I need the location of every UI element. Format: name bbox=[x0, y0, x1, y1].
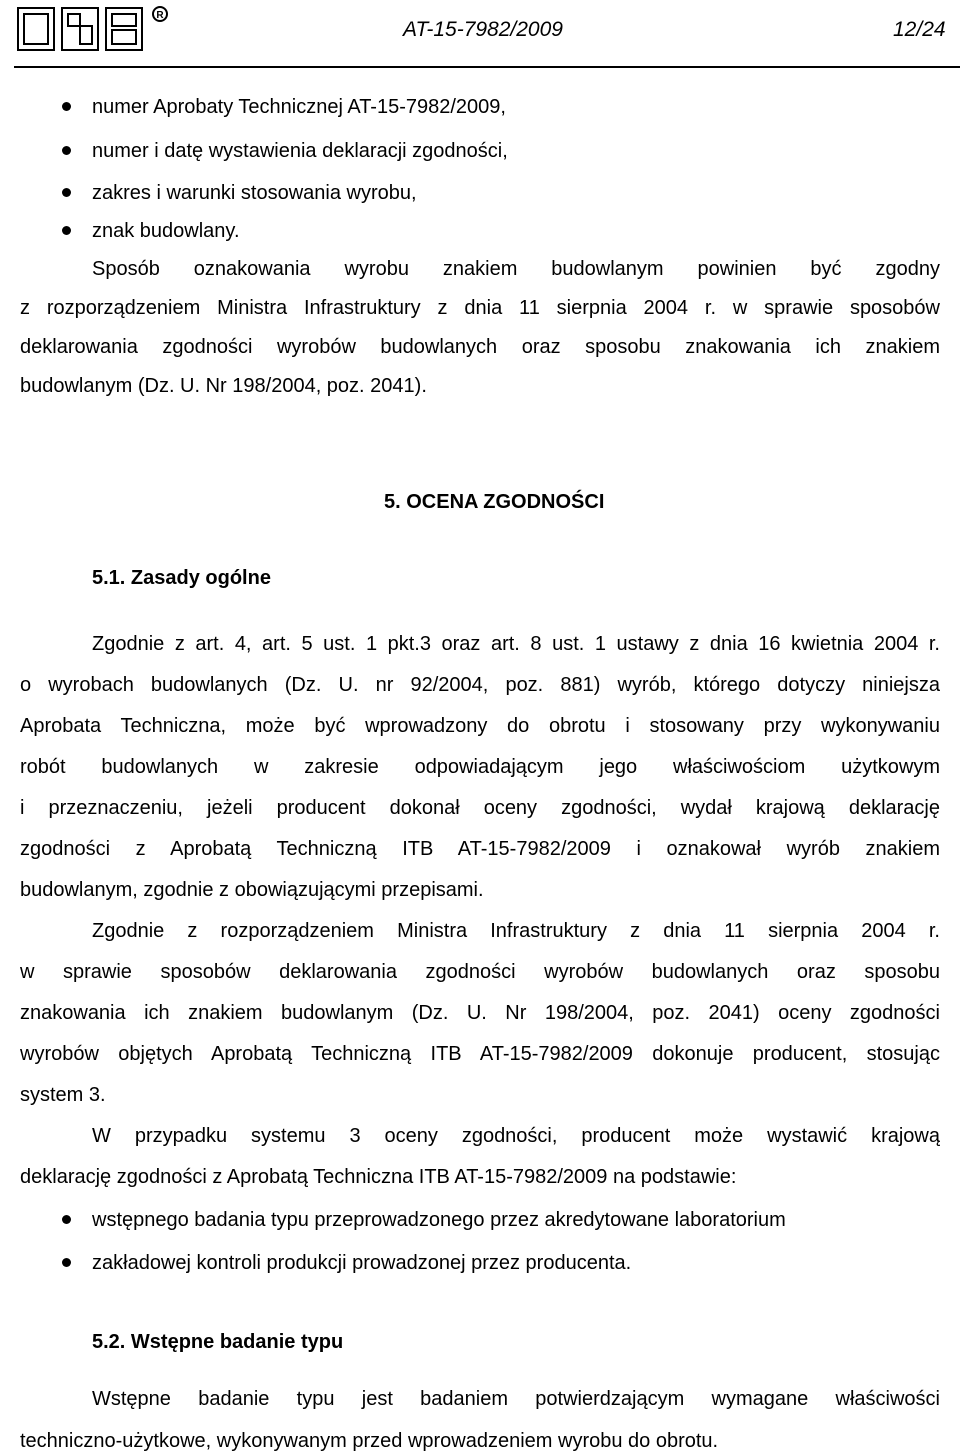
list-item: wstępnego badania typu przeprowadzonego przez akredytowane laboratorium bbox=[92, 1209, 786, 1231]
bullet-icon bbox=[62, 1258, 71, 1267]
subsection-title: 5.1. Zasady ogólne bbox=[92, 567, 271, 589]
itb-logo-icon bbox=[14, 4, 174, 52]
document-id: AT-15-7982/2009 bbox=[403, 18, 563, 41]
paragraph-line: W przypadku systemu 3 oceny zgodności, producent może wystawić krajową bbox=[92, 1125, 940, 1147]
paragraph-line: Zgodnie z rozporządzeniem Ministra Infrastruktury z dnia 11 sierpnia 2004 r. bbox=[92, 920, 940, 942]
paragraph-line: Wstępne badanie typu jest badaniem potwierdzającym wymagane właściwości bbox=[92, 1388, 940, 1410]
paragraph-line: zgodności z Aprobatą Techniczną ITB AT-15-7982/2009 i oznakował wyrób znakiem bbox=[20, 838, 940, 860]
bullet-icon bbox=[62, 146, 71, 155]
paragraph-line: wyrobów objętych Aprobatą Techniczną ITB AT-15-7982/2009 dokonuje producent, stosując bbox=[20, 1043, 940, 1065]
list-item: zakładowej kontroli produkcji prowadzonej przez producenta. bbox=[92, 1252, 632, 1274]
paragraph-line: budowlanym, zgodnie z obowiązującymi przepisami. bbox=[20, 879, 484, 901]
paragraph-line: deklarowania zgodności wyrobów budowlanych oraz sposobu znakowania ich znakiem bbox=[20, 336, 940, 358]
paragraph-line: Sposób oznakowania wyrobu znakiem budowlanym powinien być zgodny bbox=[92, 258, 940, 280]
paragraph-line: robót budowlanych w zakresie odpowiadającym jego właściwościom użytkowym bbox=[20, 756, 940, 778]
paragraph-line: i przeznaczeniu, jeżeli producent dokonał oceny zgodności, wydał krajową deklarację bbox=[20, 797, 940, 819]
paragraph-line: z rozporządzeniem Ministra Infrastruktury z dnia 11 sierpnia 2004 r. w sprawie sposobów bbox=[20, 297, 940, 319]
bullet-icon bbox=[62, 1215, 71, 1224]
paragraph-line: w sprawie sposobów deklarowania zgodności wyrobów budowlanych oraz sposobu bbox=[20, 961, 940, 983]
paragraph-line: Aprobata Techniczna, może być wprowadzony do obrotu i stosowany przy wykonywaniu bbox=[20, 715, 940, 737]
itb-logo bbox=[14, 4, 174, 52]
subsection-title: 5.2. Wstępne badanie typu bbox=[92, 1331, 344, 1353]
list-item: zakres i warunki stosowania wyrobu, bbox=[92, 182, 417, 204]
paragraph-line: system 3. bbox=[20, 1084, 106, 1106]
bullet-icon bbox=[62, 188, 71, 197]
list-item: znak budowlany. bbox=[92, 220, 240, 242]
bullet-icon bbox=[62, 102, 71, 111]
header-divider bbox=[14, 66, 960, 68]
paragraph-line: techniczno-użytkowe, wykonywanym przed wprowadzeniem wyrobu do obrotu. bbox=[20, 1430, 719, 1452]
paragraph-line: deklarację zgodności z Aprobatą Techniczna ITB AT-15-7982/2009 na podstawie: bbox=[20, 1166, 737, 1188]
section-title: 5. OCENA ZGODNOŚCI bbox=[384, 491, 605, 513]
paragraph-line: znakowania ich znakiem budowlanym (Dz. U. Nr 198/2004, poz. 2041) oceny zgodności bbox=[20, 1002, 940, 1024]
svg-text:R: R bbox=[156, 10, 164, 21]
list-item: numer i datę wystawienia deklaracji zgodności, bbox=[92, 140, 508, 162]
paragraph-line: budowlanym (Dz. U. Nr 198/2004, poz. 2041). bbox=[20, 375, 427, 397]
paragraph-line: o wyrobach budowlanych (Dz. U. nr 92/2004, poz. 881) wyrób, którego dotyczy niniejsza bbox=[20, 674, 940, 696]
bullet-icon bbox=[62, 226, 71, 235]
list-item: numer Aprobaty Technicznej AT-15-7982/2009, bbox=[92, 96, 506, 118]
paragraph-line: Zgodnie z art. 4, art. 5 ust. 1 pkt.3 oraz art. 8 ust. 1 ustawy z dnia 16 kwietnia 2004 r. bbox=[92, 633, 940, 655]
page-number: 12/24 bbox=[893, 18, 946, 41]
